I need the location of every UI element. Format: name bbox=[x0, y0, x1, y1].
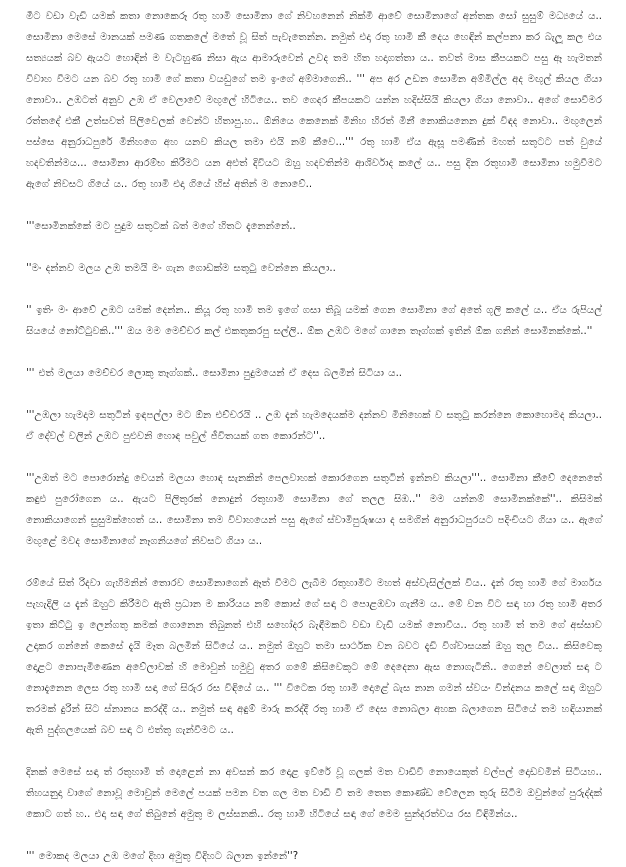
paragraph-8: රම්යේ සිත් රිදවා ගැහිමනින් තොරව සොමිනාගෙන් ඈත් වීමට ලැබීම රතුහාමිට මහත් අස්වැසිල්ලක් විය.. දැන් රතු හාමි ගේ මාර්ගය පැහැදිලි ය දැන් ඔහුට කිරීමට ඇති ප්‍රධාන ම කාරියය නම් කොස් ගේ සඳා ට පොළඹවා ගැනීම ය.. මේ වන විට සඳා හා රතු හාමි අතර ඉතා කිට්ටු ඉ ලෙන්ගතු කමක් ගොනෙන තිබුනත් එහි සහෝදර බැඳීමකට වඩා වැඩි යමක් නොවීය.. රතු හාමි ත් තම ගේ අස්සාව උදාකර ගන්නේ කෙසේ දැයි මෑත බලමින් සිටියේ ය.. නමුත් ඔහුට තමා සාර්ථක වන බවට දැඩි විශ්වාසයක් ඔහු තුල විය.. කිසිවෙකු දොළට නොපැමිණෙන අවේලාවක් හි මොවුන් හමුවු අතර ගමේ කිසිවෙකුට මේ දෙදෙනා ඇස නොගැටිනි.. ගෙනේ වෙලාත් සඳා ට නොදැනෙන ලෙස රතු හාමි සඳා ගේ සිරුර රස විඳියේ ය.. ''' විටෙක රතු හාමි දොළේ බැස නාන ගමන් ස්වයං වින්දනය කලේ සඳා ඔහුට තරමක් දුරින් සිට ස්නානය කරද්දී ය.. නමුත් සඳා අඳුම් මාරු කරද්දී රතු හාමි ඒ දෙස නොබලා අහක බලාගෙන සිටියේ තම හඳියානක් ඇති පුද්ගලයෙක් බව සඳා ට එත්තු ගැන්වීමට ය.. bbox=[26, 578, 602, 736]
paragraph-2: '''සොමිනක්කේ මට පුදුම සතුටක් බත් මගේ හිතට දැනෙන්නේ.. bbox=[26, 221, 296, 232]
paragraph-10: ''' මොකද මලයා උඹ මගේ දිහා අමුතු විදිහට බලාන ඉන්නේ''? bbox=[26, 851, 299, 862]
paragraph-9: දිනක් මෙසේ සඳා ත් රතුහාමි ත් දොළෙන් නා අවසන් කර දොළ ඉව්රේ වූ ගලක් මත වාඩිවී නොයෙකුත් වල්පල් දොඩවමින් සිටියහ.. තිහයනුදා වාගේ නොවූ මොවුන් මෙලේ පයක් පමන වත ගල මත වාඩි වී තම තෙත කොණ්ඩ වේලෙන තුරු සිටීම ඔවුන්ගේ පුරුද්දක් කොට ගත් හ.. එදා සඳා ගේ තිබුනේ අමුතු ම ලස්සනකි.. රතු හාමි හිටියේ සඳා ගේ මෙම සුන්දරත්වය රස විඳිමින්ය.. bbox=[26, 767, 602, 820]
paragraph-4: '' ඉතිං මං ආවේ උඹට යමක් දෙන්න.. කියූ රතු හාමි තම ඉගේ ගසා තිබූ යමක් ගෙන සොමිනා ගේ අතේ ගුලි කලේ ය.. ඒය රුපියල් සියයේ නෝට්ටුවකි..''' ඔය මම මෙච්චර කල් එකතුකරපු සල්ලි.. ඕක උඹට මගේ ගානෙ තෑග්ගක් ඉතින් ඕක ගනින් සොමිනක්කේ..'' bbox=[26, 305, 602, 337]
paragraph-1: මීට වඩා වැඩි යමක් කතා නොකෙරූ රතු හාමි සොමිනා ගේ නිවහනෙන් නික්මී ආවේ සොමිනාගේ අන්තක සෝ සුසුම් මධ්‍යයේ ය.. සොමිනා මෙසේ මානයක් පමණ ගතකලේ මතේ වූ සිත් පැවැතෙන්න. නමුත් එදා රතු හාමි කී දෙය හෙඳින් කල්පනා කර බැලූ කල එය සත්‍යයක් බව ඇයට හොඳින් ම වැටහුණ නිසා ඇය ආමාරුවෙන් උවද තම හිත හදාගත්තා ය.. තවත් මාස කීපයකට පසු ඈ හැමතන් විවාහ වීමට යන බව රතු හාමි ගේ කතා වයඩුගේ තම ඉංගේ අම්මාගෙනි.. ''' අප අර උඩන සොමින අම්මිල්ල අද මඟුල් කියල ගියා නොවා.. උඹටත් අනුව උඹ ඒ වෙලාවේ මඟුලේ හිටියෙ.. තව ගෙදර කීපයකට යන්න හදිස්සියි කියලා ගියා නොවා.. අගේ සොවීමර රත්තදේ එකී උත්සවත් පිලිවෙලක් වෙන්ට හිතාපු.හ.. ඕනියෙ කෙනෙක් මිනිහ හිරත් මිනී නොකියනෙන දුක් විඳද නොවා.. මඟුලෙන් පස්සෙ අනුරාධපුරේ මිනිහගෙ අහ යනව කියල තමා එයි නම් කීවෙ...''' රතු හාමි ඒය ඇසූ පමණින් මහත් සතුටට පත් වුයේ හදවතින්මය... සොමිනා ආරම්භ කිරීමට යන අළුත් දිවියට ඔහු හදවතින්ම ආශිර්වාද කලේ ය.. පසු දින රතුහාමි සොමිනා හමුවීමට ඇගේ නිවසට ගියේ ය.. රතු හාමි එදා ගියේ හිස් අතින් ම නොවේ.. bbox=[26, 11, 602, 190]
paragraph-6: '''උඹලා හැමදාම සතුටින් ඉඳපල්ලා මට ඕන එච්චරයි .. උඹ දැන් හැමදෙයක්ම දන්නව මිනිහෙක් ව සතුටු කරන්නෙ කොහොමද කියලා.. ඒ දේවල් වලින් උඹට පුළුවනි හොඳ පවුල් ජීවිතයක් ගත කොරන්ට''.. bbox=[26, 410, 602, 442]
paragraph-5: ''' එත් මලයා මෙච්චර ලොකු තෑග්ගක්.. සොමිනා පුදුමයෙන් ඒ දෙස බලමින් සිටියා ය.. bbox=[26, 368, 403, 379]
paragraph-7: '''උඹත් මට පොරොන්දු වෙයන් මලයා හොඳ සැනකින් පෙලවාහක් කොරගෙන සතුටින් ඉන්නව කියලා'''.. සොමිනා කීවේ දෙනෙතේ කඳුළු පුරෝගෙන ය.. ඇයට පිලිතුරක් නොදුන් රතුහාමි සොමිනා ගේ තලල සිඹ..'' මම යන්නම් සොමිනක්කේ''.. කිසිමක් නොකියාගෙන් සුසුමක්හෙත් ය.. සොමිනා තම විවාහයෙන් පසු ඇගේ ස්වාමිපුරුෂයා ද සමගින් අනුරාධපුරයට පදිංචියට ගියා ය.. ඇගේ මඟුළේ මවද සොමිනාගේ නෑගනියගේ නිවසට ගියා ය.. bbox=[26, 473, 602, 547]
paragraph-3: ''මං දන්නව මලය උඹ තමයි මං ගැන ගොඩක්ම සතුටු වෙන්නෙ කියලා.. bbox=[26, 263, 336, 274]
